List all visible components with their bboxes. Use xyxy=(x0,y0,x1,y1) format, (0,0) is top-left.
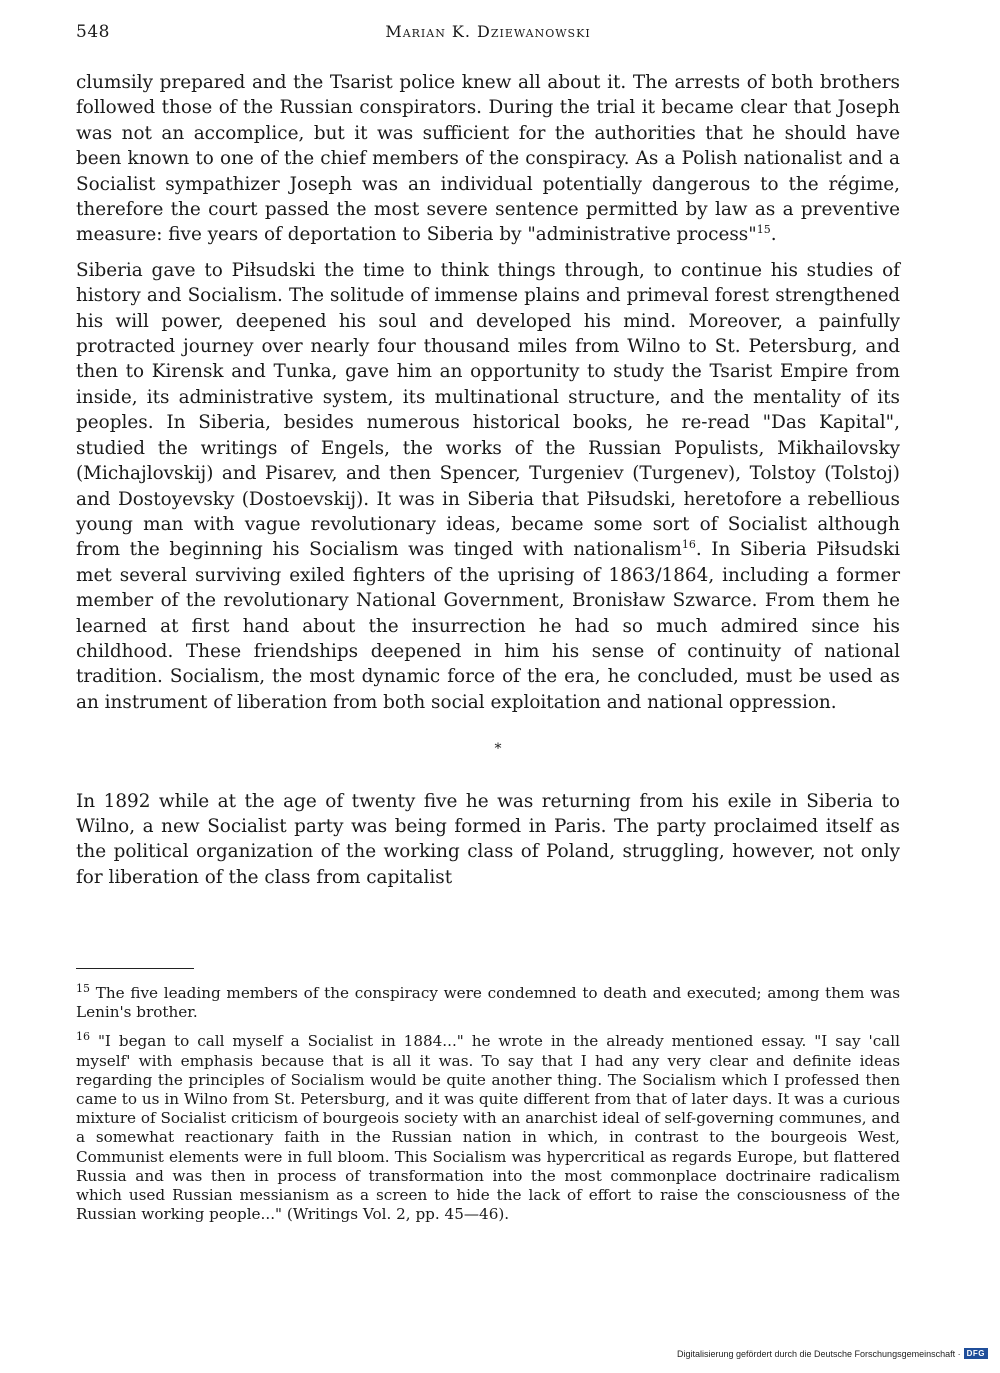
footnotes xyxy=(76,981,901,1234)
paragraph-2-continued: . In Siberia Piłsudski met several surviving exiled fighters of the uprising of 1863/1864, including a former member of the revolutionary National Government, Bronisław Szwarce. From them he learned at first hand about the insurrection he had so much admired since his childhood. These friendships deepened in him his sense of continuity of national tradition. Socialism, the most dynamic force of the era, he concluded, must be used as an instrument of liberation from both social exploitation and national oppression. xyxy=(76,539,900,713)
paragraph-2 xyxy=(76,258,900,715)
section-separator: * xyxy=(494,741,502,758)
footnote-text: The five leading members of the conspiracy were condemned to death and executed; among them was Lenin's brother. xyxy=(76,984,901,1022)
paragraph-1 xyxy=(76,70,900,248)
paragraph-3: In 1892 while at the age of twenty five he was returning from his exile in Siberia to Wilno, a new Socialist party was being formed in Paris. The party proclaimed itself as the political organization of the working class of Poland, struggling, however, not only for liberation of the class from capitalist xyxy=(76,790,900,888)
paragraph-1-text: clumsily prepared and the Tsarist police knew all about it. The arrests of both brothers followed those of the Russian conspirators. During the trial it became clear that Joseph was not an accomplice, but it was sufficient for the authorities that he should have been known to one of the chief members of the conspiracy. As a Polish nationalist and a Socialist sympathizer Joseph was an individual potentially dangerous to the régime, therefore the court passed the most severe sentence permitted by law as a preventive measure: five years of deportation to Siberia by "administrative process" xyxy=(76,72,900,246)
paragraph-2-text: Siberia gave to Piłsudski the time to think things through, to continue his studies of history and Socialism. The solitude of immense plains and primeval forest strengthened his will power, deepened his soul and developed his mind. Moreover, a painfully protracted journey over nearly four thousand miles from Wilno to St. Petersburg, and then to Kirensk and Tunka, gave him an opportunity to study the Tsarist Empire from inside, its administrative system, its multinational structure, and the mentality of its peoples. In Siberia, besides numerous historical books, he re-read "Das Kapital", studied the writings of Engels, the works of the Russian Populists, Mikhailovsky (Michajlovskij) and Pisarev, and then Spencer, Turgeniev (Turgenev), Tolstoy (Tolstoj) and Dostoyevsky (Dostoevskij). It was in Siberia that Piłsudski, heretofore a rebellious young man with vague revolutionary ideas, became some sort of Socialist although from the beginning his Socialism was tinged with nationalism xyxy=(76,259,900,561)
footnote-15 xyxy=(76,981,901,1022)
footnote-16 xyxy=(76,1032,900,1224)
page-number: 548 xyxy=(76,22,110,42)
page-header xyxy=(76,22,900,50)
footnote-ref-16: 16 xyxy=(681,538,696,552)
paragraph-1-end: . xyxy=(770,224,777,246)
dfg-logo: DFG xyxy=(964,1348,988,1359)
digitization-footer xyxy=(677,1348,988,1359)
footnote-text: "I began to call myself a Socialist in 1884..." he wrote in the already mentioned essay. "I say 'call myself' with emphasis because that is all it was. To say that I had any very clear and definite ideas regarding the principles of Socialism would be quite another thing. The Socialism which I professed then came to us in Wilno from St. Petersburg, and it was quite different from that of later days. It was a curious mixture of Socialist criticism of bourgeois society with an anarchist ideal of self-governing communes, and a somewhat reactionary faith in the Russian nation in which, in contrast to the bourgeois West, Communist elements were in full bloom. This Socialism was hypercritical as regards Europe, but flattered Russia and was then in process of transformation into the most commonplace doctrinaire radicalism which used Russian messianism as a screen to hide the lack of effort to raise the consciousness of the Russian working people..." (Writings Vol. 2, pp. 45—46). xyxy=(76,1032,901,1224)
footnote-number: 16 xyxy=(76,1030,90,1044)
footnote-rule xyxy=(76,968,194,969)
main-text xyxy=(76,70,900,900)
running-head: Marian K. Dziewanowski xyxy=(385,22,591,41)
footnote-ref-15: 15 xyxy=(756,223,771,237)
footnote-number: 15 xyxy=(76,981,90,995)
footer-text: Digitalisierung gefördert durch die Deutsche Forschungsgemeinschaft · xyxy=(676,1348,961,1359)
